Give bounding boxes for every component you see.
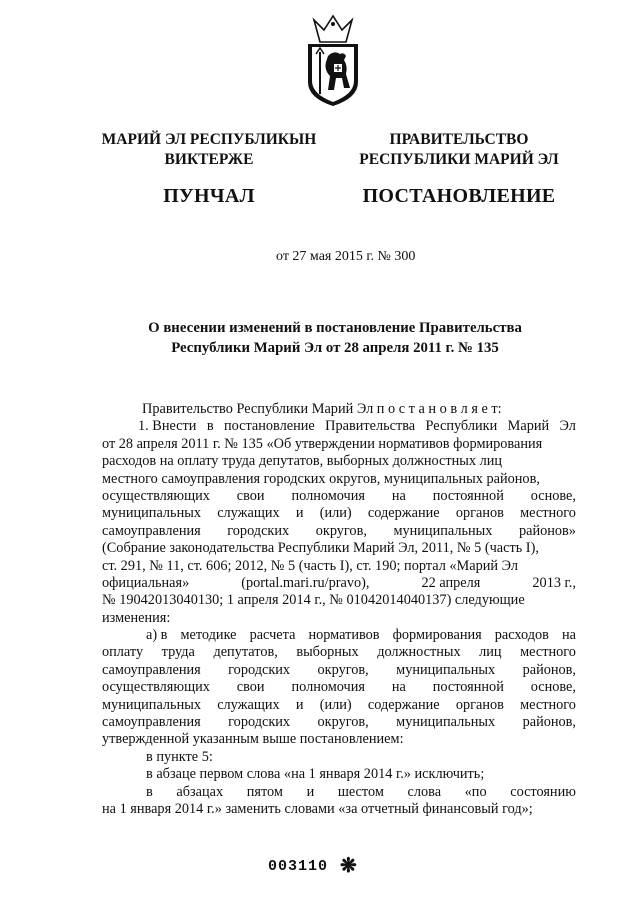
text-word: № 19042013040130; 1 апреля 2014 г., № 01042014040137) следующие xyxy=(102,592,525,609)
text-line xyxy=(102,471,576,488)
text-word: самоуправления xyxy=(102,661,201,678)
text-word: официальная» xyxy=(102,574,190,591)
text-line xyxy=(102,662,576,679)
text-word: самоуправления xyxy=(102,522,201,539)
text-word: 2013 г., xyxy=(532,574,576,591)
text-word: осуществляющих xyxy=(102,679,210,696)
text-line xyxy=(102,523,576,540)
header-right-line2: РЕСПУБЛИКИ МАРИЙ ЭЛ xyxy=(359,151,559,168)
header-left-line2: ВИКТЕРЖЕ xyxy=(164,151,254,168)
body-para-fifth-line2: на 1 января 2014 г.» заменить словами «за отчетный финансовый год»; xyxy=(102,800,533,817)
text-line xyxy=(102,558,576,575)
text-word: городских xyxy=(227,522,290,539)
text-word: местного xyxy=(520,696,576,713)
text-word: служащих xyxy=(217,696,280,713)
document-subject xyxy=(140,318,530,358)
text-word: нормативов xyxy=(308,627,380,644)
text-word: основе, xyxy=(530,679,576,696)
text-word: свои xyxy=(236,487,265,504)
text-word: местного xyxy=(520,644,576,661)
text-word: на xyxy=(561,627,576,644)
text-line xyxy=(102,453,576,470)
text-word: полномочия xyxy=(291,679,365,696)
document-body xyxy=(102,401,576,818)
body-main-paragraph xyxy=(102,418,576,627)
text-word: от 28 апреля 2011 г. № 135 «Об утверждении нормативов формирования xyxy=(102,435,543,452)
text-line xyxy=(102,731,576,748)
text-line xyxy=(102,488,576,505)
text-word: пятом xyxy=(246,783,283,800)
text-word: на xyxy=(391,487,406,504)
text-line xyxy=(102,418,576,435)
body-item-a xyxy=(102,627,576,749)
text-line xyxy=(102,679,576,696)
header-right-doc-type: ПОСТАНОВЛЕНИЕ xyxy=(362,185,556,207)
text-word: состоянию xyxy=(510,783,576,800)
header-right-line1: ПРАВИТЕЛЬСТВО xyxy=(389,131,529,148)
text-word: методике xyxy=(180,627,237,644)
text-line xyxy=(102,436,576,453)
text-line xyxy=(102,610,576,627)
footer-star-mark: ❋ xyxy=(340,855,357,877)
text-word: постоянной xyxy=(432,487,504,504)
text-line xyxy=(102,505,576,522)
text-word: городских xyxy=(228,661,291,678)
text-word: муниципальных xyxy=(102,505,201,522)
text-word: районов, xyxy=(522,661,576,678)
text-word: местного самоуправления городских округов, муниципальных районов, xyxy=(102,470,540,487)
body-intro: Правительство Республики Марий Эл п о с т а н о в л я е т: xyxy=(142,401,502,417)
text-word: абзацах xyxy=(176,783,224,800)
text-word: расходов xyxy=(494,627,549,644)
text-word: округов, xyxy=(317,714,369,731)
body-para-fifth-line1 xyxy=(102,784,576,801)
header-left-doc-type: ПУНЧАЛ xyxy=(163,185,255,207)
text-word: Республики xyxy=(425,418,498,435)
text-word: постоянной xyxy=(432,679,504,696)
text-word: районов, xyxy=(522,714,576,731)
text-word: 1. Внести xyxy=(138,418,197,435)
body-point5: в пункте 5: xyxy=(146,748,213,765)
text-word: должностных xyxy=(377,644,461,661)
text-word: (или) xyxy=(319,505,352,522)
text-word: «по xyxy=(464,783,487,800)
text-word: в xyxy=(146,783,153,800)
text-word: выборных xyxy=(296,644,359,661)
text-word: (Собрание законодательства Республики Марий Эл, 2011, № 5 (часть I), xyxy=(102,540,539,557)
body-para-first: в абзаце первом слова «на 1 января 2014 г.» исключить; xyxy=(146,766,485,783)
text-word: округов, xyxy=(315,522,367,539)
text-word: Правительства xyxy=(325,418,416,435)
document-date-number: от 27 мая 2015 г. № 300 xyxy=(276,249,416,264)
text-word: оплату xyxy=(102,644,144,661)
text-word: городских xyxy=(228,714,291,731)
text-word: полномочия xyxy=(291,487,365,504)
text-word: органов xyxy=(455,696,504,713)
text-word: а) в xyxy=(146,627,168,644)
text-line xyxy=(102,714,576,731)
text-word: местного xyxy=(520,505,576,522)
text-word: муниципальных xyxy=(102,696,201,713)
text-word: труда xyxy=(161,644,195,661)
text-word: органов xyxy=(455,505,504,522)
text-word: (или) xyxy=(319,696,352,713)
text-word: лиц xyxy=(479,644,502,661)
text-word: осуществляющих xyxy=(102,487,210,504)
text-word: на xyxy=(391,679,406,696)
text-line xyxy=(102,592,576,609)
text-word: служащих xyxy=(217,505,280,522)
subject-line2: Республики Марий Эл от 28 апреля 2011 г. № 135 xyxy=(171,340,499,356)
header-left-line1: МАРИЙ ЭЛ РЕСПУБЛИКЫН xyxy=(101,131,317,148)
text-word: в xyxy=(206,418,214,435)
text-word: расходов на оплату труда депутатов, выборных должностных лиц xyxy=(102,453,503,470)
header-left xyxy=(86,130,332,206)
text-word: изменения: xyxy=(102,609,171,626)
text-word: свои xyxy=(236,679,265,696)
header-right xyxy=(352,130,566,206)
text-word: Эл xyxy=(559,418,576,435)
text-word: муниципальных xyxy=(393,522,493,539)
text-word: муниципальных xyxy=(396,714,496,731)
text-word: (portal.mari.ru/pravo), xyxy=(241,574,370,591)
text-line xyxy=(102,697,576,714)
text-word: округов, xyxy=(317,661,369,678)
text-line xyxy=(102,627,576,644)
text-word: содержание xyxy=(367,505,440,522)
text-word: постановление xyxy=(223,418,315,435)
text-word: депутатов, xyxy=(213,644,278,661)
text-word: расчета xyxy=(249,627,296,644)
coat-of-arms-emblem xyxy=(298,12,368,110)
footer-serial-number: 003110 xyxy=(268,858,329,875)
text-word: самоуправления xyxy=(102,714,201,731)
text-word: 22 апреля xyxy=(421,574,481,591)
text-word: утвержденной указанным выше постановлением: xyxy=(102,731,404,748)
text-word: муниципальных xyxy=(396,661,496,678)
text-word: шестом xyxy=(337,783,384,800)
text-line xyxy=(102,540,576,557)
text-word: содержание xyxy=(367,696,440,713)
text-line xyxy=(102,644,576,661)
text-word: и xyxy=(295,696,304,713)
text-word: основе, xyxy=(530,487,576,504)
text-word: формирования xyxy=(392,627,482,644)
text-word: и xyxy=(306,783,315,800)
subject-line1: О внесении изменений в постановление Правительства xyxy=(148,320,522,336)
text-line xyxy=(102,575,576,592)
text-word: слова xyxy=(407,783,442,800)
text-word: и xyxy=(295,505,304,522)
text-word: районов» xyxy=(518,522,576,539)
text-word: Марий xyxy=(507,418,550,435)
text-word: ст. 291, № 11, ст. 606; 2012, № 5 (часть I), ст. 190; портал «Марий Эл xyxy=(102,557,519,574)
